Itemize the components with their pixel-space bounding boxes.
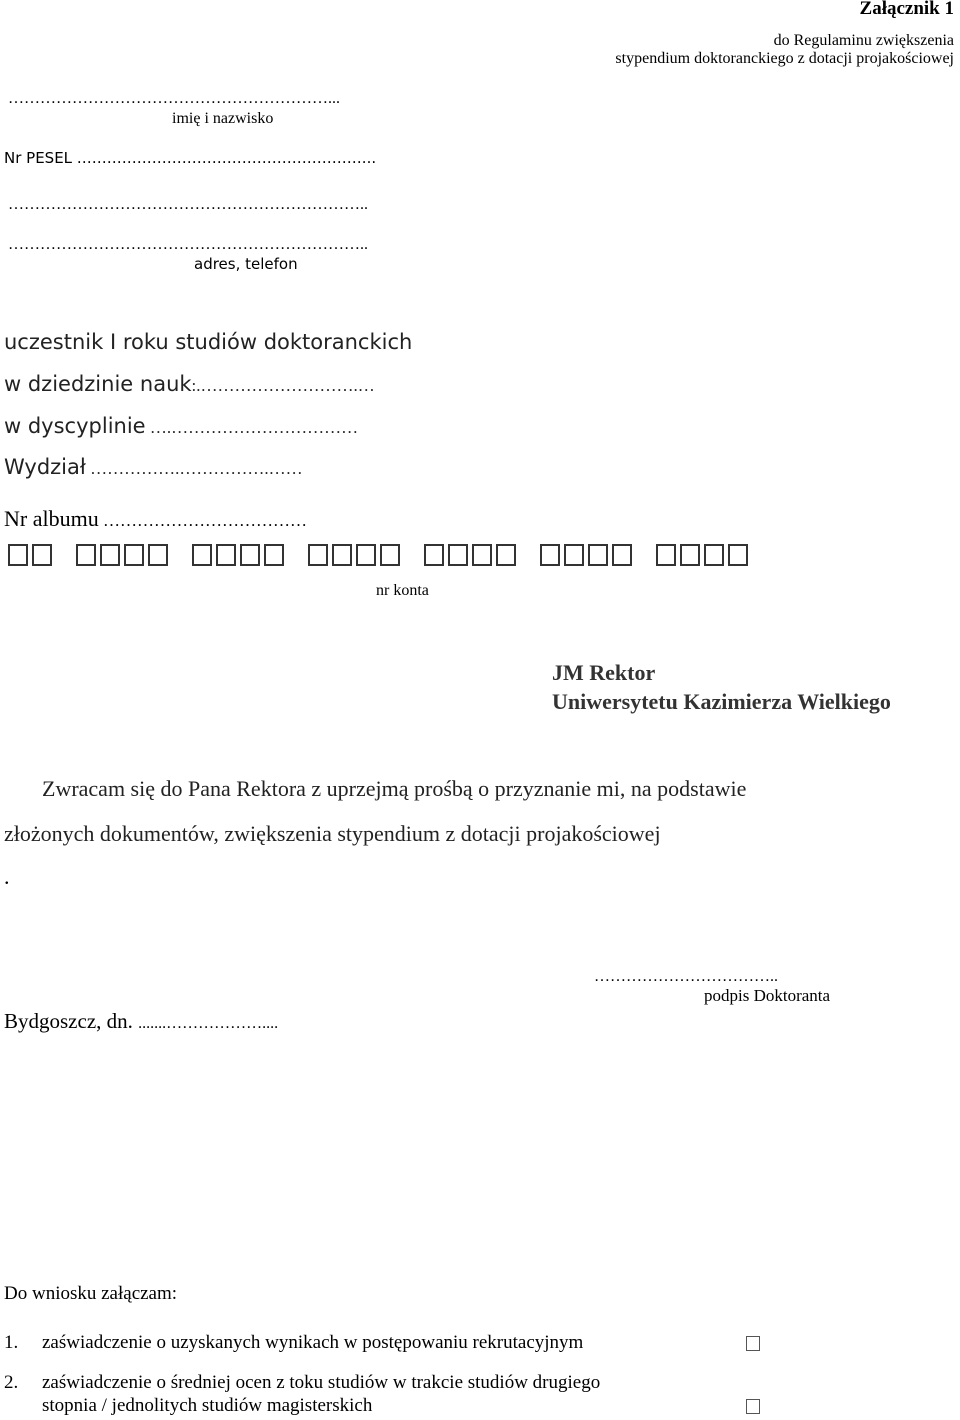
bank-account-group [308, 544, 404, 566]
place-date-label: Bydgoszcz, dn. [4, 1009, 139, 1033]
attachments-title: Do wniosku załączam: [4, 1283, 178, 1304]
album-label: Nr albumu [4, 506, 99, 531]
field-label: w dziedzinie nauk [4, 372, 192, 396]
faculty-line [4, 455, 303, 479]
bank-account-group-gap [288, 544, 308, 566]
bank-account-digit-box[interactable] [332, 544, 352, 566]
bank-account-group [76, 544, 172, 566]
attachment-2-number: 2. [4, 1372, 19, 1393]
bank-account-digit-box[interactable] [308, 544, 328, 566]
bank-account-group-gap [636, 544, 656, 566]
attachment-2-text: zaświadczenie o średniej ocen z toku studiów w trakcie studiów drugiego [42, 1372, 601, 1393]
attachment-1-text: zaświadczenie o uzyskanych wynikach w postępowaniu rekrutacyjnym [42, 1332, 584, 1353]
discipline-dots: ….…………………………… [145, 418, 359, 437]
bank-account-digit-box[interactable] [564, 544, 584, 566]
bank-account-group-gap [56, 544, 76, 566]
address-label: adres, telefon [194, 255, 298, 273]
bank-account-digit-box[interactable] [148, 544, 168, 566]
faculty-dots: …………….…………….…… [85, 459, 303, 478]
bank-account-digit-box[interactable] [588, 544, 608, 566]
bank-account-digit-box[interactable] [240, 544, 260, 566]
bank-account-digit-box[interactable] [32, 544, 52, 566]
bank-account-group-gap [172, 544, 192, 566]
address-dots-2: ………………………………………………………….. [8, 236, 368, 253]
bank-account-digit-box[interactable] [680, 544, 700, 566]
bank-account-label: nr konta [376, 582, 429, 599]
signature-dots: …………………………….. [594, 968, 778, 985]
discipline-label: w dyscyplinie [4, 414, 146, 438]
bank-account-digit-box[interactable] [100, 544, 120, 566]
attachment-1-checkbox[interactable] [746, 1336, 760, 1351]
bank-account-digit-box[interactable] [216, 544, 236, 566]
bank-account-digit-box[interactable] [540, 544, 560, 566]
bank-account-digit-box[interactable] [728, 544, 748, 566]
album-line [4, 506, 307, 532]
bank-account-digit-box[interactable] [656, 544, 676, 566]
bank-account-digit-box[interactable] [496, 544, 516, 566]
attachment-2-checkbox[interactable] [746, 1399, 760, 1414]
regulation-line-2: stypendium doktoranckiego z dotacji projakościowej [615, 50, 954, 67]
bank-account-group [540, 544, 636, 566]
bank-account-digit-box[interactable] [704, 544, 724, 566]
bank-account-digit-box[interactable] [448, 544, 468, 566]
bank-account-digit-box[interactable] [424, 544, 444, 566]
bank-account-digit-box[interactable] [472, 544, 492, 566]
bank-account-group [656, 544, 752, 566]
name-label: imię i nazwisko [172, 110, 274, 127]
album-dots: ……………………………… [98, 511, 307, 530]
name-field-dots: ……………………………………………………... [8, 90, 340, 107]
faculty-label: Wydział [4, 455, 86, 479]
place-date-line [4, 1009, 278, 1034]
bank-account-group [8, 544, 56, 566]
participant-line: uczestnik I roku studiów doktoranckich [4, 330, 413, 354]
discipline-line [4, 414, 358, 438]
bank-account-group-gap [520, 544, 540, 566]
bank-account-digit-box[interactable] [356, 544, 376, 566]
request-line-1: Zwracam się do Pana Rektora z uprzejmą prośbą o przyznanie mi, na podstawie [42, 776, 747, 801]
recipient-line-2: Uniwersytetu Kazimierza Wielkiego [552, 689, 891, 714]
regulation-line-1: do Regulaminu zwiększenia [773, 32, 954, 49]
recipient-line-1: JM Rektor [552, 660, 656, 685]
date-dots: .......……………….... [138, 1015, 279, 1032]
attachment-title: Załącznik 1 [859, 0, 954, 19]
field-line [4, 372, 375, 396]
bank-account-digit-box[interactable] [192, 544, 212, 566]
signature-label: podpis Doktoranta [704, 986, 831, 1005]
address-dots-1: ………………………………………………………….. [8, 196, 368, 213]
bank-account-group-gap [404, 544, 424, 566]
request-line-3: . [4, 864, 10, 889]
bank-account-boxes [8, 544, 752, 566]
attachment-1-number: 1. [4, 1332, 19, 1353]
pesel-line: Nr PESEL …………………………………………………... [4, 149, 377, 167]
bank-account-digit-box[interactable] [612, 544, 632, 566]
bank-account-digit-box[interactable] [76, 544, 96, 566]
bank-account-digit-box[interactable] [8, 544, 28, 566]
request-line-2: złożonych dokumentów, zwiększenia stypendium z dotacji projakościowej [4, 821, 661, 846]
bank-account-group [192, 544, 288, 566]
field-dots: :.……………………….… [191, 376, 375, 395]
bank-account-group [424, 544, 520, 566]
bank-account-digit-box[interactable] [124, 544, 144, 566]
attachment-2-text-continued: stopnia / jednolitych studiów magisterskich [42, 1395, 373, 1416]
bank-account-digit-box[interactable] [264, 544, 284, 566]
bank-account-digit-box[interactable] [380, 544, 400, 566]
